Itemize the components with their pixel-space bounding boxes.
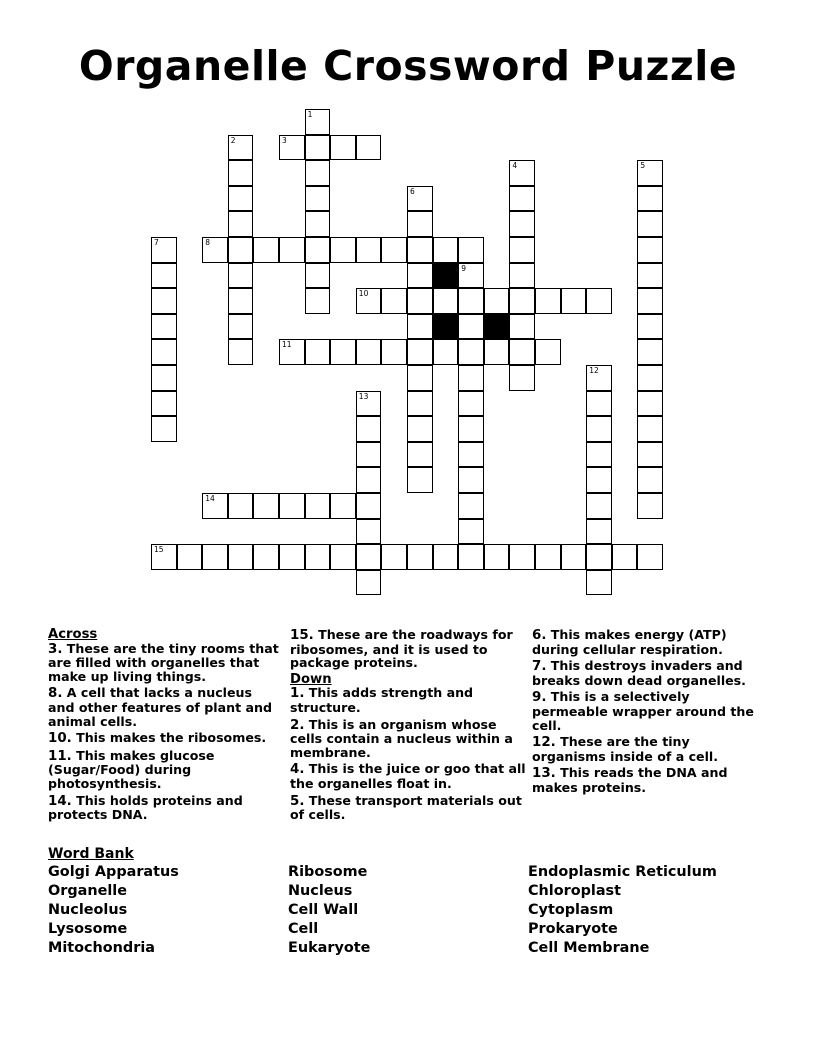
word-bank-item: Prokaryote — [528, 921, 618, 937]
clue-across-3: 3. These are the tiny rooms that are filled with organelles that make up living things. — [48, 640, 279, 684]
grid-cell[interactable] — [637, 442, 663, 468]
grid-cell[interactable] — [330, 135, 356, 161]
word-bank-heading: Word Bank — [48, 846, 134, 862]
grid-cell[interactable] — [458, 391, 484, 417]
grid-cell[interactable] — [637, 186, 663, 212]
cell-number: 10 — [358, 289, 369, 299]
grid-cell[interactable] — [586, 570, 612, 596]
grid-cell[interactable] — [228, 186, 254, 212]
grid-cell[interactable] — [458, 544, 484, 570]
grid-cell[interactable] — [228, 314, 254, 340]
grid-cell[interactable] — [407, 467, 433, 493]
grid-cell[interactable] — [433, 288, 459, 314]
grid-cell[interactable] — [407, 339, 433, 365]
grid-block-cell — [433, 263, 459, 289]
grid-cell[interactable] — [407, 314, 433, 340]
cell-number: 6 — [410, 186, 415, 196]
grid-cell[interactable] — [407, 365, 433, 391]
grid-cell[interactable] — [637, 160, 663, 186]
grid-cell[interactable] — [305, 109, 331, 135]
word-bank-item: Golgi Apparatus — [48, 864, 179, 880]
grid-cell[interactable] — [637, 467, 663, 493]
grid-block-cell — [433, 314, 459, 340]
cell-number: 5 — [640, 161, 646, 171]
cell-number: 8 — [205, 238, 210, 247]
grid-cell[interactable] — [356, 237, 382, 263]
grid-cell[interactable] — [637, 314, 663, 340]
grid-cell[interactable] — [305, 263, 331, 289]
grid-cell[interactable] — [253, 493, 279, 519]
grid-cell[interactable] — [612, 544, 638, 570]
cell-number: 1 — [307, 110, 313, 119]
grid-cell[interactable] — [228, 135, 254, 161]
word-bank-item: Cell Membrane — [528, 940, 650, 956]
grid-cell[interactable] — [586, 442, 612, 468]
grid-cell[interactable] — [356, 570, 382, 596]
grid-cell[interactable] — [356, 416, 382, 442]
grid-cell[interactable] — [330, 339, 356, 365]
grid-cell[interactable] — [637, 544, 663, 570]
grid-cell[interactable] — [381, 237, 407, 263]
grid-cell[interactable] — [202, 237, 228, 263]
grid-cell[interactable] — [407, 416, 433, 442]
grid-cell[interactable] — [458, 365, 484, 391]
grid-cell[interactable] — [535, 339, 561, 365]
grid-cell[interactable] — [356, 519, 382, 545]
word-bank-item: Mitochondria — [48, 940, 155, 956]
grid-cell[interactable] — [356, 135, 382, 161]
grid-cell[interactable] — [151, 314, 177, 340]
grid-cell[interactable] — [637, 237, 663, 263]
word-bank-item: Ribosome — [288, 864, 368, 880]
grid-cell[interactable] — [151, 544, 177, 570]
grid-cell[interactable] — [305, 544, 331, 570]
grid-cell[interactable] — [305, 288, 331, 314]
clue-down-13: 13. This reads the DNA and makes proteins. — [532, 765, 728, 795]
clue-across-11: 11. This makes glucose (Sugar/Food) during photosynthesis. — [48, 747, 215, 791]
grid-cell[interactable] — [637, 211, 663, 237]
grid-block-cell — [484, 314, 510, 340]
grid-cell[interactable] — [151, 391, 177, 417]
grid-cell[interactable] — [458, 467, 484, 493]
grid-cell[interactable] — [535, 544, 561, 570]
grid-cell[interactable] — [381, 339, 407, 365]
grid-cell[interactable] — [637, 493, 663, 519]
grid-cell[interactable] — [305, 135, 331, 161]
word-bank-item: Nucleus — [288, 883, 353, 899]
grid-cell[interactable] — [509, 339, 535, 365]
clue-across-10: 10. This makes the ribosomes. — [48, 730, 267, 747]
grid-cell[interactable] — [177, 544, 203, 570]
grid-cell[interactable] — [458, 339, 484, 365]
grid-cell[interactable] — [509, 365, 535, 391]
grid-cell[interactable] — [228, 263, 254, 289]
grid-cell[interactable] — [586, 493, 612, 519]
clue-down-6: 6. This makes energy (ATP) during cellular respiration. — [532, 627, 727, 657]
grid-cell[interactable] — [407, 211, 433, 237]
grid-cell[interactable] — [509, 186, 535, 212]
grid-cell[interactable] — [586, 288, 612, 314]
grid-cell[interactable] — [356, 467, 382, 493]
grid-cell[interactable] — [356, 339, 382, 365]
cell-number: 13 — [358, 391, 369, 401]
grid-cell[interactable] — [305, 339, 331, 365]
grid-cell[interactable] — [356, 288, 382, 314]
grid-cell[interactable] — [151, 288, 177, 314]
grid-cell[interactable] — [202, 544, 228, 570]
cell-number: 11 — [282, 340, 292, 350]
cell-number: 4 — [512, 161, 518, 171]
word-bank-column-3 — [528, 863, 717, 958]
grid-cell[interactable] — [484, 544, 510, 570]
grid-cell[interactable] — [535, 288, 561, 314]
grid-cell[interactable] — [356, 442, 382, 468]
grid-cell[interactable] — [228, 211, 254, 237]
grid-cell[interactable] — [637, 416, 663, 442]
grid-cell[interactable] — [228, 544, 254, 570]
grid-cell[interactable] — [458, 288, 484, 314]
grid-cell[interactable] — [381, 288, 407, 314]
grid-cell[interactable] — [637, 263, 663, 289]
grid-cell[interactable] — [305, 493, 331, 519]
word-bank-item: Lysosome — [48, 921, 128, 937]
grid-cell[interactable] — [356, 493, 382, 519]
grid-cell[interactable] — [151, 416, 177, 442]
grid-cell[interactable] — [151, 263, 177, 289]
word-bank-item: Endoplasmic Reticulum — [528, 864, 717, 880]
grid-cell[interactable] — [586, 544, 612, 570]
grid-cell[interactable] — [381, 544, 407, 570]
grid-cell[interactable] — [330, 237, 356, 263]
cell-number: 14 — [205, 494, 215, 503]
clue-down-12: 12. These are the tiny organisms inside of a cell. — [532, 734, 719, 764]
grid-cell[interactable] — [305, 211, 331, 237]
grid-cell[interactable] — [586, 416, 612, 442]
grid-cell[interactable] — [305, 160, 331, 186]
grid-cell[interactable] — [509, 263, 535, 289]
grid-cell[interactable] — [279, 339, 305, 365]
word-bank-column-1 — [48, 863, 179, 958]
grid-cell[interactable] — [637, 288, 663, 314]
grid-cell[interactable] — [586, 365, 612, 391]
grid-cell[interactable] — [433, 237, 459, 263]
word-bank-item: Chloroplast — [528, 883, 621, 899]
grid-cell[interactable] — [356, 391, 382, 417]
clue-down-9: 9. This is a selectively permeable wrapper around the cell. — [532, 689, 754, 733]
down-heading: Down — [290, 671, 332, 687]
grid-cell[interactable] — [433, 339, 459, 365]
grid-cell[interactable] — [253, 544, 279, 570]
grid-cell[interactable] — [458, 314, 484, 340]
cell-number: 7 — [154, 238, 159, 247]
grid-cell[interactable] — [586, 467, 612, 493]
cell-number: 2 — [230, 135, 236, 145]
word-bank-item: Cell — [288, 921, 319, 937]
clue-down-5: 5. These transport materials out of cells. — [290, 792, 522, 823]
grid-cell[interactable] — [228, 288, 254, 314]
clue-across-14: 14. This holds proteins and protects DNA. — [48, 792, 243, 823]
grid-cell[interactable] — [228, 339, 254, 365]
grid-cell[interactable] — [509, 288, 535, 314]
grid-cell[interactable] — [586, 519, 612, 545]
grid-cell[interactable] — [279, 237, 305, 263]
grid-cell[interactable] — [330, 493, 356, 519]
word-bank-item: Eukaryote — [288, 940, 371, 956]
grid-cell[interactable] — [407, 442, 433, 468]
grid-cell[interactable] — [637, 391, 663, 417]
grid-cell[interactable] — [509, 211, 535, 237]
grid-cell[interactable] — [509, 160, 535, 186]
grid-cell[interactable] — [484, 339, 510, 365]
clue-down-4: 4. This is the juice or goo that all the organelles float in. — [290, 761, 526, 791]
clue-down-2: 2. This is an organism whose cells contain a nucleus within a membrane. — [290, 716, 513, 760]
grid-cell[interactable] — [151, 339, 177, 365]
grid-cell[interactable] — [151, 365, 177, 391]
clue-across-8: 8. A cell that lacks a nucleus and other features of plant and animal cells. — [48, 685, 272, 729]
across-heading: Across — [48, 627, 98, 642]
grid-cell[interactable] — [637, 365, 663, 391]
grid-cell[interactable] — [407, 544, 433, 570]
grid-cell[interactable] — [637, 339, 663, 365]
clue-across-15: 15. These are the roadways for ribosomes, and it is used to package proteins. — [290, 627, 513, 671]
grid-cell[interactable] — [458, 519, 484, 545]
grid-cell[interactable] — [279, 135, 305, 161]
grid-cell[interactable] — [228, 493, 254, 519]
grid-cell[interactable] — [458, 442, 484, 468]
grid-cell[interactable] — [407, 237, 433, 263]
word-bank-item: Cytoplasm — [528, 902, 614, 918]
word-bank-item: Organelle — [48, 883, 127, 899]
grid-cell[interactable] — [509, 544, 535, 570]
clues-column-3 — [532, 628, 767, 798]
grid-cell[interactable] — [279, 544, 305, 570]
cell-number: 12 — [589, 366, 599, 375]
grid-cell[interactable] — [356, 544, 382, 570]
word-bank-item: Cell Wall — [288, 902, 359, 918]
cell-number: 3 — [282, 135, 287, 145]
grid-cell[interactable] — [305, 237, 331, 263]
grid-cell[interactable] — [509, 237, 535, 263]
grid-cell[interactable] — [484, 288, 510, 314]
word-bank-item: Nucleolus — [48, 902, 128, 918]
clues-column-1 — [48, 628, 280, 825]
grid-cell[interactable] — [458, 237, 484, 263]
grid-cell[interactable] — [228, 237, 254, 263]
grid-cell[interactable] — [330, 544, 356, 570]
grid-cell[interactable] — [253, 237, 279, 263]
grid-cell[interactable] — [279, 493, 305, 519]
clue-down-7: 7. This destroys invaders and breaks down dead organelles. — [532, 658, 746, 688]
grid-cell[interactable] — [151, 237, 177, 263]
cell-number: 15 — [154, 545, 164, 555]
grid-cell[interactable] — [433, 544, 459, 570]
page-title: Organelle Crossword Puzzle — [78, 42, 738, 90]
grid-cell[interactable] — [407, 288, 433, 314]
grid-cell[interactable] — [458, 263, 484, 289]
word-bank-column-2 — [288, 863, 370, 958]
grid-cell[interactable] — [561, 544, 587, 570]
word-bank — [48, 845, 788, 956]
cell-number: 9 — [461, 263, 466, 273]
grid-cell[interactable] — [407, 263, 433, 289]
grid-cell[interactable] — [407, 186, 433, 212]
clues-column-2 — [290, 628, 526, 825]
grid-cell[interactable] — [586, 391, 612, 417]
grid-cell[interactable] — [228, 160, 254, 186]
grid-cell[interactable] — [458, 493, 484, 519]
grid-cell[interactable] — [202, 493, 228, 519]
grid-cell[interactable] — [458, 416, 484, 442]
grid-cell[interactable] — [509, 314, 535, 340]
grid-cell[interactable] — [305, 186, 331, 212]
grid-cell[interactable] — [561, 288, 587, 314]
grid-cell[interactable] — [407, 391, 433, 417]
clue-down-1: 1. This adds strength and structure. — [290, 685, 474, 715]
